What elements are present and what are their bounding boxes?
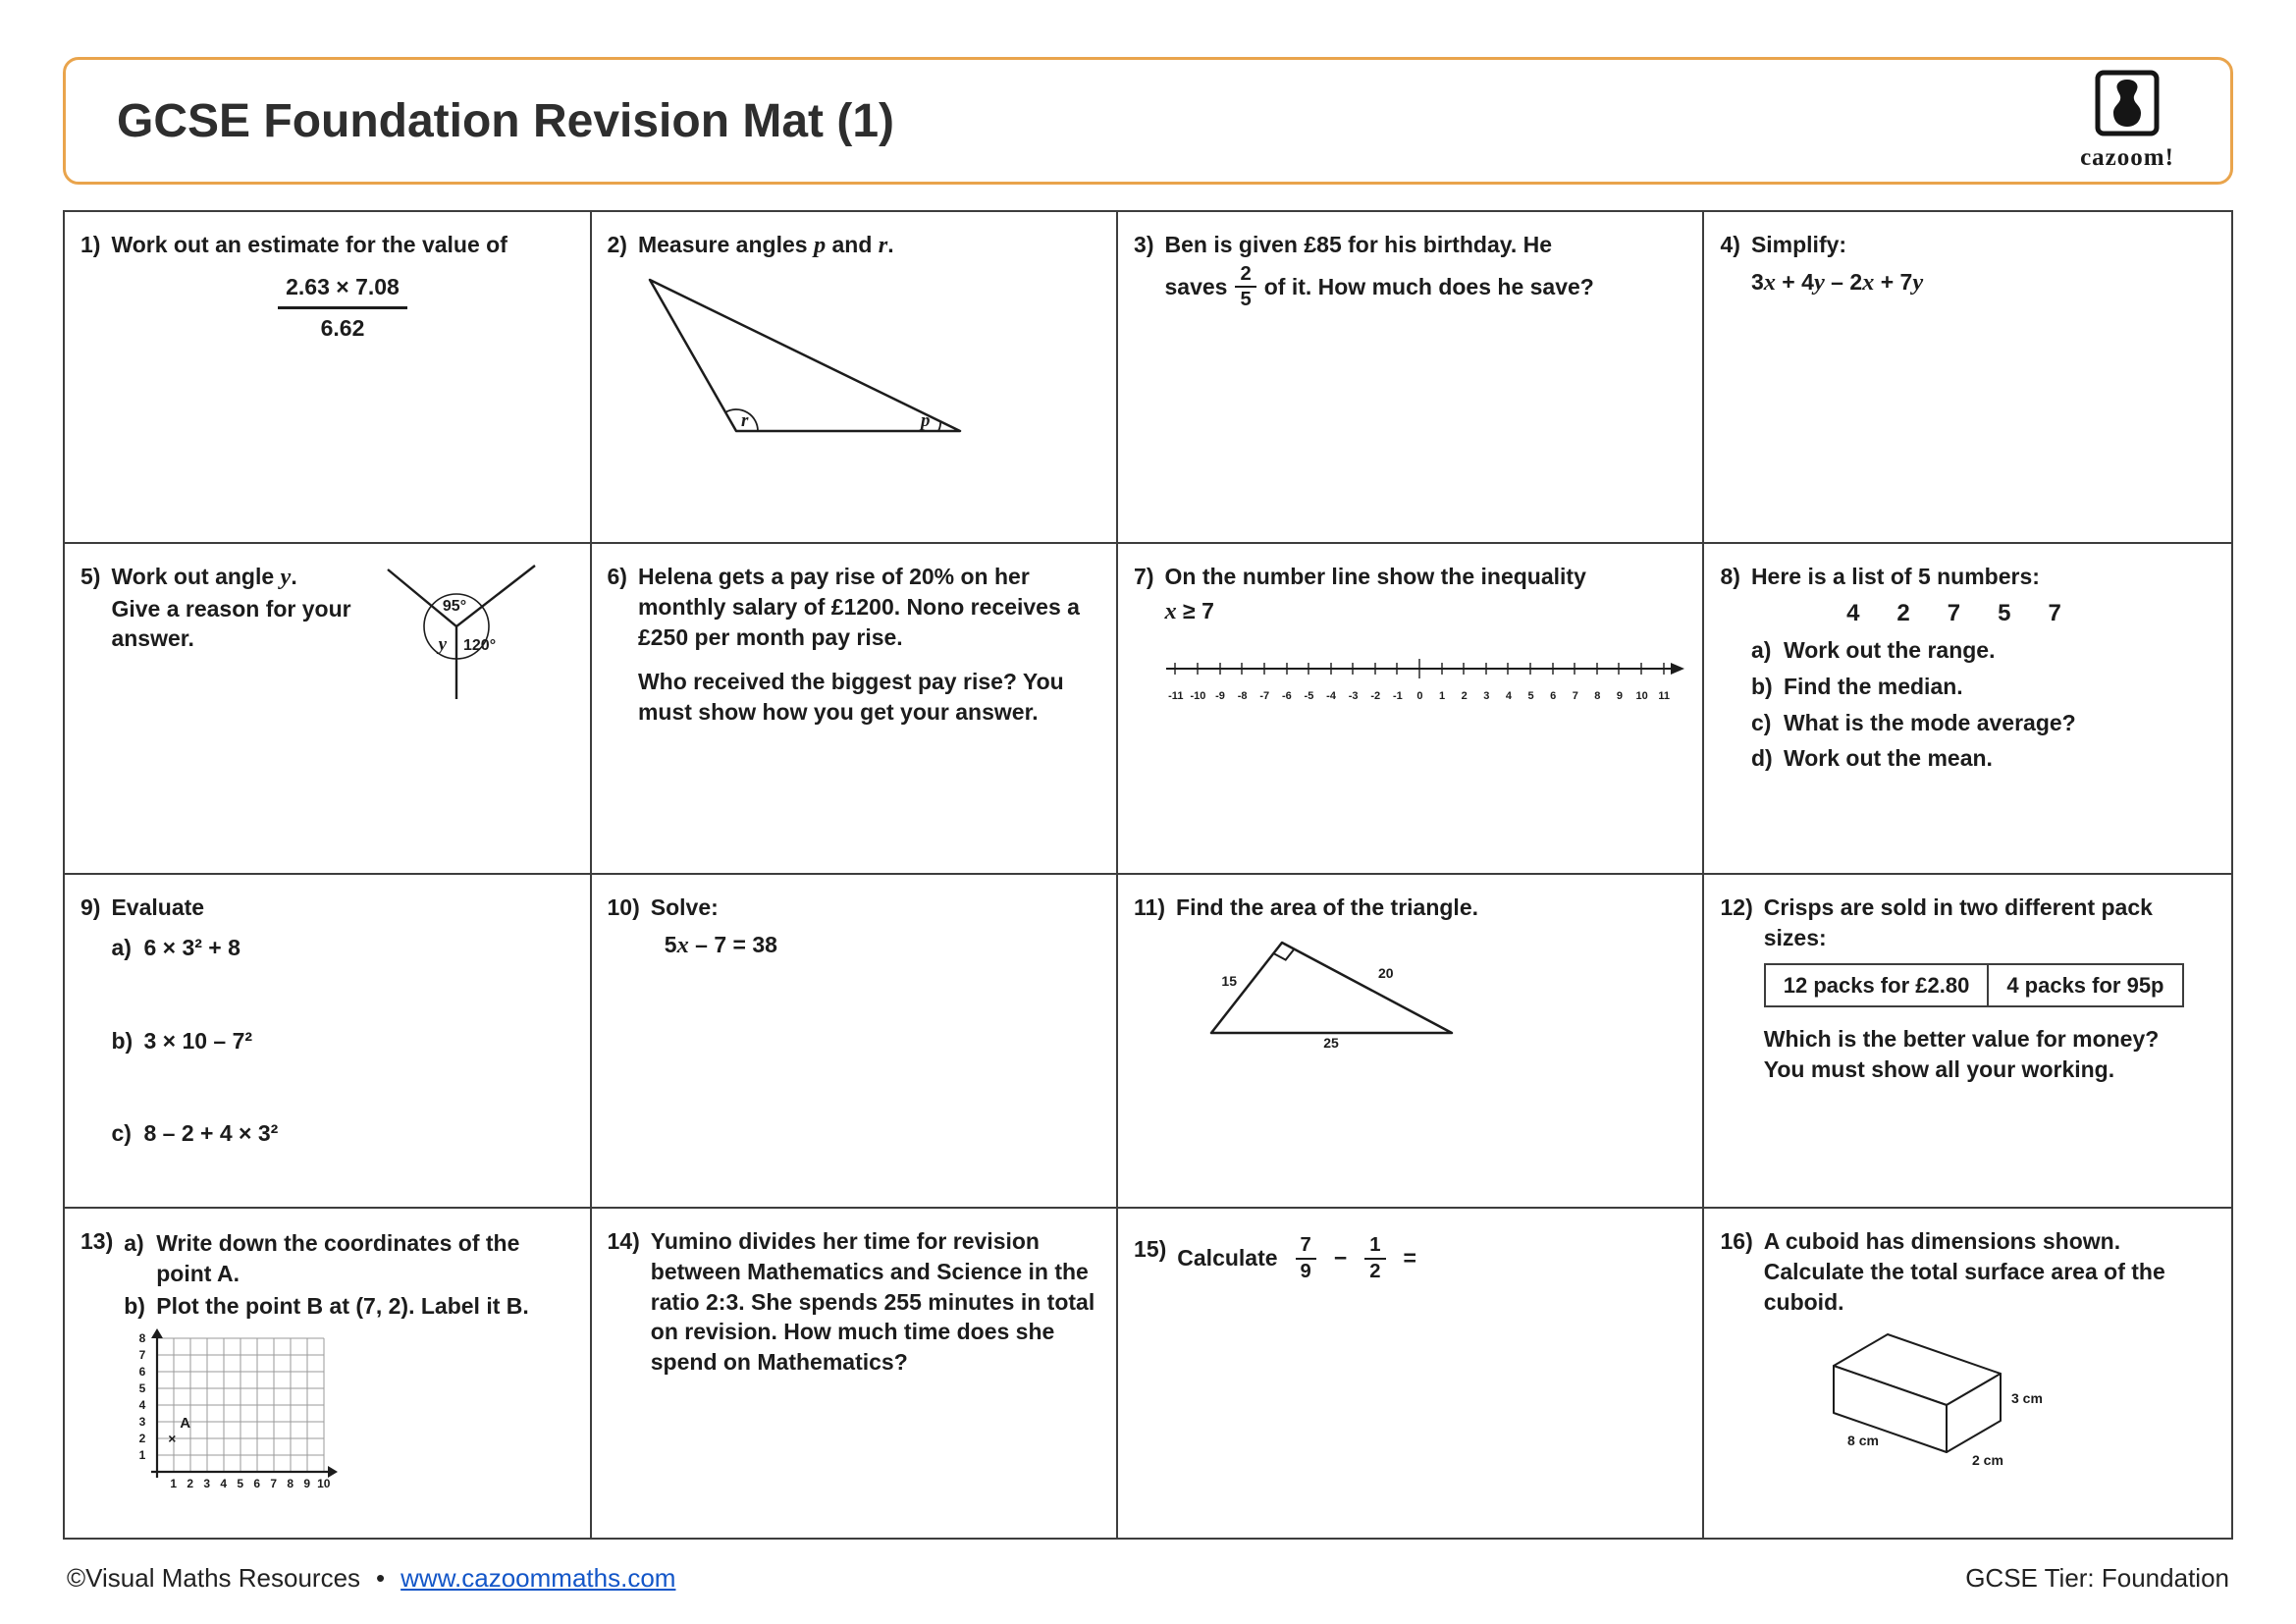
- text-seg: .: [887, 232, 894, 257]
- x-axis-label: 9: [303, 1477, 311, 1491]
- item-text: 3 × 10 – 7²: [143, 1027, 253, 1054]
- question-text: Who received the biggest pay rise? You must show how you get your answer.: [637, 669, 1064, 726]
- x-axis-label: 7: [270, 1477, 278, 1491]
- list-item: [124, 1228, 573, 1289]
- item-letter: d): [1750, 745, 1773, 772]
- math-var: x: [1862, 268, 1875, 296]
- tier-label: GCSE Tier: Foundation: [1965, 1563, 2229, 1593]
- tick-label: -9: [1215, 690, 1225, 703]
- tick-label: 11: [1658, 690, 1671, 703]
- question-cell-15: [1118, 1209, 1704, 1538]
- number-value: 7: [2048, 599, 2061, 626]
- math-var: r: [878, 232, 888, 258]
- question-number: 8): [1720, 564, 1740, 589]
- y-axis-label: 6: [138, 1365, 146, 1380]
- question-number: 11): [1134, 894, 1166, 920]
- tick-label: -2: [1370, 690, 1381, 703]
- x-axis-label: 6: [253, 1477, 261, 1491]
- angle-label-p: p: [920, 409, 931, 431]
- coordinate-grid: [124, 1328, 351, 1507]
- angle-label-r: r: [740, 409, 749, 431]
- tick-label: 4: [1505, 690, 1512, 703]
- point-a-label: A: [180, 1415, 191, 1433]
- text-seg: 5: [664, 931, 677, 957]
- estimate-fraction: [278, 272, 407, 344]
- y-axis-label: 8: [138, 1331, 146, 1346]
- text-seg: Calculate: [1177, 1245, 1278, 1272]
- tick-label: -6: [1281, 690, 1292, 703]
- list-item: [124, 1291, 573, 1322]
- number-value: 2: [1896, 599, 1910, 626]
- question-cell-16: [1704, 1209, 2231, 1538]
- question-text: Calculate the total surface area of the cuboid.: [1763, 1258, 2165, 1315]
- text-seg: + 4: [1775, 268, 1814, 295]
- algebra-expression: [1751, 267, 2216, 299]
- x-axis-label: 3: [203, 1477, 211, 1491]
- fraction-numerator: 7: [1296, 1234, 1316, 1260]
- cazoom-logo-text: cazoom!: [2080, 144, 2174, 171]
- list-item: [111, 1118, 573, 1149]
- question-cell-11: [1118, 875, 1704, 1209]
- question-cell-7: [1118, 544, 1704, 875]
- question-text: Yumino divides her time for revision between Mathematics and Science in the ratio 2:3. She spends 255 minutes in total on revision. How much time does she spend on Mathematics?: [650, 1228, 1095, 1376]
- tick-label: 6: [1550, 690, 1557, 703]
- fraction-denominator: 2: [1369, 1260, 1381, 1282]
- tick-label: 1: [1439, 690, 1446, 703]
- text-seg: 3: [1750, 268, 1764, 295]
- math-var: y: [1813, 268, 1825, 296]
- number-value: 7: [1947, 599, 1961, 626]
- tick-label: -10: [1190, 690, 1206, 703]
- question-number: 14): [607, 1228, 640, 1254]
- item-letter: a): [1750, 636, 1772, 663]
- footer-bullet: •: [376, 1563, 386, 1593]
- item-letter: b): [111, 1027, 133, 1054]
- fraction-numerator: 2: [1235, 263, 1255, 289]
- question-text: You must show all your working.: [1763, 1056, 2115, 1082]
- fraction: [1364, 1234, 1385, 1282]
- list-item: [111, 933, 573, 963]
- footer: [63, 1563, 2233, 1594]
- question-text: Here is a list of 5 numbers:: [1750, 564, 2040, 589]
- x-axis-label: 8: [287, 1477, 294, 1491]
- y-axis-label: 3: [138, 1415, 146, 1430]
- text-seg: of it. How much does he save?: [1263, 274, 1594, 300]
- number-value: 4: [1846, 599, 1860, 626]
- height-label: 3 cm: [2010, 1390, 2043, 1407]
- fraction: [1235, 263, 1255, 311]
- page-title: GCSE Foundation Revision Mat (1): [117, 94, 895, 147]
- question-cell-10: [592, 875, 1119, 1209]
- question-text: Work out an estimate for the value of: [111, 232, 507, 257]
- question-number: 9): [80, 894, 101, 920]
- tick-label: 2: [1461, 690, 1468, 703]
- question-number: 7): [1134, 564, 1154, 589]
- angle-label-95: 95°: [443, 598, 467, 615]
- item-letter: a): [111, 934, 132, 960]
- text-seg: Measure angles: [637, 232, 814, 257]
- question-text: Helena gets a pay rise of 20% on her monthly salary of £1200. Nono receives a £250 per month pay rise.: [637, 564, 1080, 650]
- x-axis-label: 10: [317, 1477, 331, 1491]
- triangle-diagram: [638, 272, 972, 444]
- tick-label: -4: [1326, 690, 1336, 703]
- item-letter: b): [124, 1292, 145, 1319]
- text-seg: saves: [1164, 274, 1228, 300]
- item-text: Work out the mean.: [1783, 745, 1993, 772]
- math-var: p: [813, 232, 827, 258]
- question-text: [1164, 263, 1686, 311]
- math-var: y: [280, 564, 292, 590]
- question-number: 6): [607, 564, 627, 589]
- item-text: 6 × 3² + 8: [143, 934, 240, 960]
- question-cell-14: [592, 1209, 1119, 1538]
- math-var: x: [676, 931, 689, 958]
- tick-label: 3: [1483, 690, 1490, 703]
- question-cell-3: [1118, 212, 1704, 544]
- question-cell-12: [1704, 875, 2231, 1209]
- tick-label: 9: [1616, 690, 1624, 703]
- equation: [665, 930, 1100, 962]
- x-axis-label: 5: [237, 1477, 244, 1491]
- header-box: [63, 57, 2233, 185]
- y-axis-label: 4: [138, 1398, 146, 1413]
- tick-label: -11: [1168, 690, 1184, 703]
- item-text: Find the median.: [1783, 673, 1963, 699]
- y-axis-label: 1: [138, 1448, 146, 1463]
- x-axis-label: 1: [170, 1477, 178, 1491]
- item-text: Write down the coordinates of the point A.: [156, 1230, 520, 1286]
- text-seg: ≥ 7: [1176, 597, 1214, 623]
- fraction-denominator: 9: [1300, 1260, 1311, 1282]
- question-text: Solve:: [650, 894, 719, 920]
- pack-option: 4 packs for 95p: [1987, 965, 2181, 1005]
- question-cell-5: [65, 544, 592, 875]
- math-var: y: [1912, 268, 1924, 296]
- list-item: [1751, 743, 2216, 774]
- list-item: [1751, 635, 2216, 666]
- right-triangle-diagram: [1201, 935, 1467, 1051]
- tick-label: 10: [1635, 690, 1648, 703]
- list-item: [1751, 708, 2216, 738]
- calculation-expression: [1177, 1234, 1686, 1282]
- question-text: A cuboid has dimensions shown.: [1763, 1228, 2121, 1254]
- question-text: [111, 562, 364, 594]
- fraction-numerator: 2.63 × 7.08: [278, 272, 407, 309]
- list-item: [1751, 672, 2216, 702]
- side-label-25: 25: [1323, 1034, 1339, 1051]
- list-item: [111, 1026, 573, 1056]
- question-text: On the number line show the inequality: [1164, 564, 1586, 589]
- cazoom-logo: [2063, 70, 2191, 172]
- question-text: Ben is given £85 for his birthday. He: [1164, 232, 1552, 257]
- length-label: 8 cm: [1846, 1433, 1879, 1449]
- question-text: Which is the better value for money?: [1763, 1026, 2160, 1053]
- question-number: 10): [607, 894, 640, 920]
- y-axis-label: 2: [138, 1432, 146, 1446]
- item-text: Plot the point B at (7, 2). Label it B.: [156, 1292, 529, 1319]
- question-cell-9: [65, 875, 592, 1209]
- question-number: 4): [1720, 232, 1740, 257]
- text-seg: .: [291, 564, 297, 589]
- item-text: Work out the range.: [1783, 636, 1996, 663]
- tick-label: -8: [1237, 690, 1248, 703]
- item-text: What is the mode average?: [1783, 709, 2076, 735]
- copyright-text: ©Visual Maths Resources: [67, 1563, 361, 1593]
- angle-label-y: y: [439, 634, 448, 655]
- question-number: 1): [80, 232, 101, 257]
- question-grid: [63, 210, 2233, 1540]
- number-line-axis: [1164, 657, 1686, 680]
- tick-label: 0: [1416, 690, 1423, 703]
- tick-label: -5: [1304, 690, 1314, 703]
- website-link[interactable]: www.cazoommaths.com: [400, 1563, 676, 1593]
- question-cell-6: [592, 544, 1119, 875]
- pack-options-table: [1764, 963, 2184, 1007]
- question-text: Give a reason for your answer.: [111, 595, 351, 652]
- text-seg: + 7: [1874, 268, 1913, 295]
- question-number: 2): [607, 232, 627, 257]
- x-axis-label: 2: [187, 1477, 194, 1491]
- pack-option: 12 packs for £2.80: [1783, 972, 1970, 998]
- y-axis-label: 7: [138, 1348, 146, 1363]
- question-number: 13): [80, 1228, 114, 1254]
- cazoom-logo-icon: [2085, 70, 2169, 142]
- question-text: [638, 230, 1100, 262]
- fraction: [1296, 1234, 1316, 1282]
- tick-label: -1: [1392, 690, 1403, 703]
- question-text: Evaluate: [111, 894, 205, 920]
- text-seg: Work out angle: [111, 564, 281, 589]
- x-axis-label: 4: [220, 1477, 228, 1491]
- text-seg: – 2: [1824, 268, 1863, 295]
- tick-label: 5: [1527, 690, 1534, 703]
- math-var: x: [1763, 268, 1776, 296]
- question-number: 16): [1720, 1228, 1753, 1254]
- fraction-denominator: 6.62: [320, 314, 365, 341]
- tick-label: 8: [1594, 690, 1601, 703]
- equals-sign: =: [1403, 1245, 1416, 1272]
- math-var: x: [1164, 597, 1177, 624]
- question-number: 15): [1134, 1236, 1167, 1262]
- cuboid-diagram: [1819, 1326, 2055, 1474]
- tick-label: -3: [1348, 690, 1359, 703]
- question-number: 5): [80, 564, 101, 589]
- side-label-15: 15: [1221, 972, 1238, 989]
- angle-diagram: [370, 556, 542, 703]
- tick-label: -7: [1259, 690, 1270, 703]
- item-text: 8 – 2 + 4 × 3²: [143, 1120, 279, 1147]
- item-letter: b): [1750, 673, 1773, 699]
- item-letter: c): [111, 1120, 132, 1147]
- text-seg: – 7 = 38: [688, 931, 777, 957]
- question-text: Crisps are sold in two different pack sizes:: [1763, 894, 2153, 950]
- question-text: Simplify:: [1750, 232, 1847, 257]
- number-value: 5: [1998, 599, 2011, 626]
- question-cell-4: [1704, 212, 2231, 544]
- y-axis-label: 5: [138, 1381, 146, 1396]
- fraction-denominator: 5: [1240, 289, 1252, 311]
- question-number: 12): [1720, 894, 1753, 920]
- text-seg: and: [826, 232, 879, 257]
- tick-label: 7: [1572, 690, 1578, 703]
- inequality-expression: [1164, 596, 1686, 628]
- question-cell-2: [592, 212, 1119, 544]
- number-line: [1164, 657, 1686, 704]
- fraction-numerator: 1: [1364, 1234, 1385, 1260]
- question-number: 3): [1134, 232, 1154, 257]
- side-label-20: 20: [1378, 964, 1394, 981]
- minus-sign: −: [1333, 1245, 1348, 1272]
- question-cell-8: [1704, 544, 2231, 875]
- question-text: Find the area of the triangle.: [1176, 894, 1478, 920]
- point-a-marker: ×: [168, 1431, 177, 1447]
- question-cell-13: [65, 1209, 592, 1538]
- question-cell-1: [65, 212, 592, 544]
- angle-label-120: 120°: [463, 637, 497, 654]
- item-letter: a): [124, 1230, 144, 1256]
- item-letter: c): [1750, 709, 1772, 735]
- depth-label: 2 cm: [1971, 1452, 2003, 1469]
